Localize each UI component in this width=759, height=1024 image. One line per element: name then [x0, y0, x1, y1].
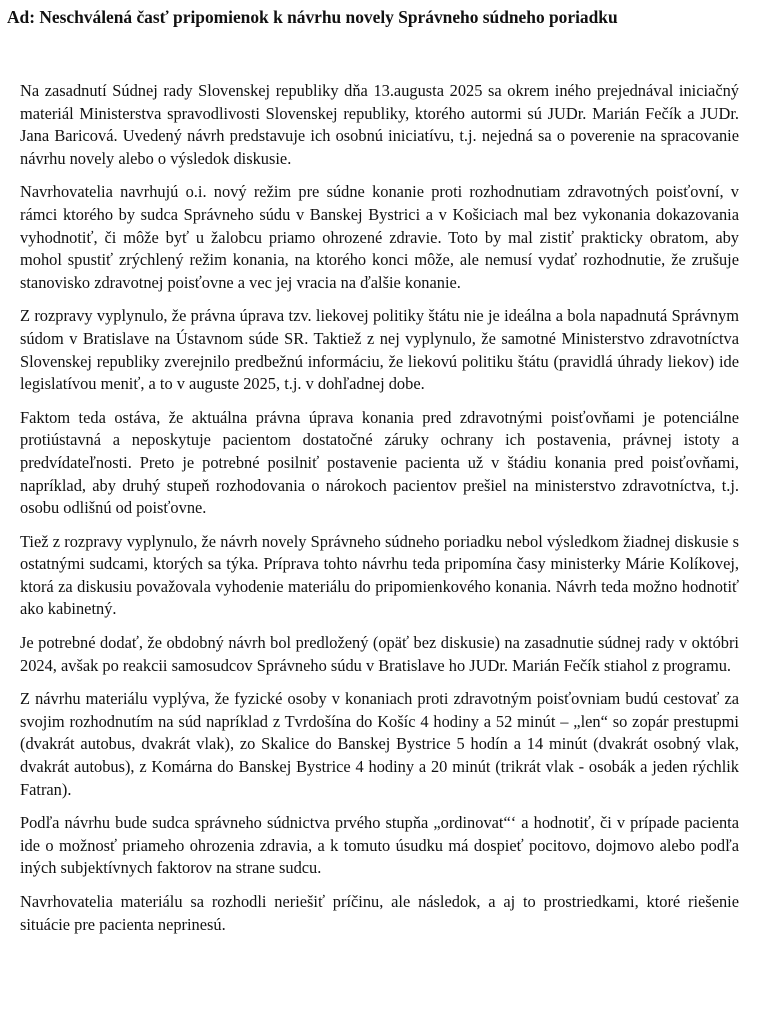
paragraph-previous-proposal: Je potrebné dodať, že obdobný návrh bol predložený (opäť bez diskusie) na zasadnutie súdnej rady v októbri 2024, avšak po reakcii samosudcov Správneho súdu v Bratislave ho JUDr. Marián Fečík stiahol z programu. [20, 633, 739, 675]
paragraph-proposed-regime: Navrhovatelia navrhujú o.i. nový režim pre súdne konanie proti rozhodnutiam zdravotných poisťovní, v rámci ktorého by sudca Správneho súdu v Banskej Bystrici a v Košiciach mal bez vykonania dokazovania vyhodnotiť, či môže byť u žalobcu priamo ohrozené zdravie. Toto by mal zistiť prakticky obratom, aby mohol spustiť zrýchlený režim konania, na ktorého konci môže, ale nemusí vydať rozhodnutie, že zrušuje stanovisko zdravotnej poisťovne a vec jej vracia na ďalšie konanie. [20, 182, 739, 292]
paragraph-no-discussion: Tiež z rozpravy vyplynulo, že návrh novely Správneho súdneho poriadku nebol výsledkom žiadnej diskusie s ostatnými sudcami, ktorých sa týka. Príprava tohto návrhu teda pripomína časy ministerky Márie Kolíkovej, ktorá za diskusiu považovala vyhodenie materiálu do pripomienkového konania. Návrh teda možno hodnotiť ako kabinetný. [20, 531, 739, 619]
paragraph-unconstitutional: Faktom teda ostáva, že aktuálna právna úprava konania pred zdravotnými poisťovňami je potenciálne protiústavná a neposkytuje pacientom dostatočné záruky ochrany ich postavenia, právnej istoty a predvídateľnosti. Preto je potrebné posilniť postavenie pacienta už v štádiu konania pred poisťovňami, napríklad, aby druhý stupeň rozhodovania o nárokoch pacientov prešiel na ministerstvo zdravotníctva, t.j. osobu odlišnú od poisťovne. [20, 407, 739, 518]
paragraph-travel-times: Z návrhu materiálu vyplýva, že fyzické osoby v konaniach proti zdravotným poisťovniam budú cestovať za svojim rozhodnutím na súd napríklad z Tvrdošína do Košíc 4 hodiny a 52 minút – „len“ so zopár prestupmi (dvakrát autobus, dvakrát vlak), zo Skalice do Banskej Bystrice 5 hodín a 14 minút (dvakrát osobný vlak, dvakrát autobus), z Komárna do Banskej Bystrice 4 hodiny a 20 minút (trikrát vlak - osobák a jeden rýchlik Fatran). [20, 689, 739, 799]
document-body [20, 80, 739, 936]
document-title: Ad: Neschválená časť pripomienok k návrhu novely Správneho súdneho poriadku [7, 7, 618, 27]
paragraph-conclusion: Navrhovatelia materiálu sa rozhodli neriešiť príčinu, ale následok, a aj to prostriedkami, ktoré riešenie situácie pre pacienta neprinesú. [20, 892, 739, 934]
paragraph-judge-assessment: Podľa návrhu bude sudca správneho súdnictva prvého stupňa „ordinovat“‘ a hodnotiť, či v prípade pacienta ide o možnosť priameho ohrozenia zdravia, a k tomuto úsudku má dospieť pocitovo, dojmovo alebo podľa iných subjektívnych faktorov na strane sudcu. [20, 813, 739, 878]
paragraph-drug-policy: Z rozpravy vyplynulo, že právna úprava tzv. liekovej politiky štátu nie je ideálna a bola napadnutá Správnym súdom v Bratislave na Ústavnom súde SR. Taktiež z nej vyplynulo, že samotné Ministerstvo zdravotníctva Slovenskej republiky zverejnilo predbežnú informáciu, že liekovú politiku štátu (pravidlá úhrady liekov) ide legislatívou meniť, a to v auguste 2025, t.j. v dohľadnej dobe. [20, 306, 739, 394]
paragraph-session-intro: Na zasadnutí Súdnej rady Slovenskej republiky dňa 13.augusta 2025 sa okrem iného prejednával iniciačný materiál Ministerstva spravodlivosti Slovenskej republiky, ktorého autormi sú JUDr. Marián Fečík a JUDr. Jana Baricová. Uvedený návrh predstavuje ich osobnú iniciatívu, t.j. nejedná sa o poverenie na spracovanie návrhu novely alebo o výsledok diskusie. [20, 81, 739, 168]
